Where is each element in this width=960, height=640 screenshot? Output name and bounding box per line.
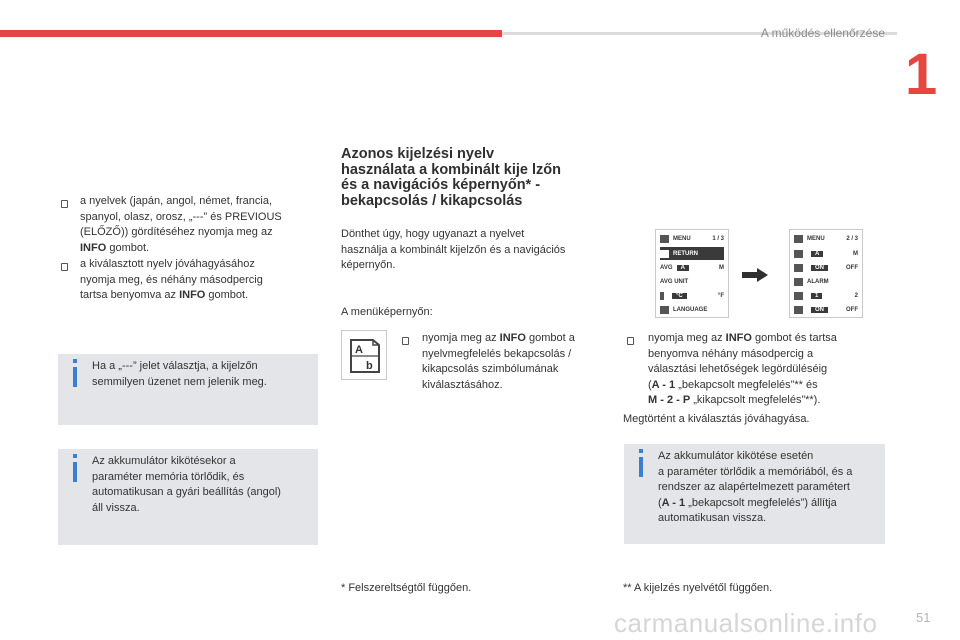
info-keyword: INFO [725,332,752,344]
row-label: AVG [660,264,673,271]
screen-page: 2 / 3 [846,235,858,242]
menu-icon [660,235,669,243]
text-span: nyomja meg az [648,332,726,344]
row-label: RETURN [673,250,698,257]
speaker-icon [794,264,803,272]
screen-page: 1 / 3 [712,235,724,242]
text-span: „bekapcsolt megfelelés”) állítja [685,496,837,509]
text-line: képernyőn. [341,259,396,271]
row-option: °F [717,292,724,299]
row-chip: °C [672,293,687,299]
screen-row-avg [660,261,724,274]
text-span: gombot. [106,241,150,254]
row-chip: ON [811,307,828,313]
arrows-icon [794,292,803,300]
left-bullet-1 [80,194,320,256]
info-keyword: INFO [499,332,526,344]
note-text [92,454,281,516]
text-line: Az akkumulátor kikötése esetén [658,450,814,462]
option-code: A - 1 [651,378,676,391]
intro-paragraph [341,227,606,274]
bullet-icon [61,263,68,271]
info-note-2 [58,449,318,545]
screen-row-avg-unit [660,275,724,288]
header-red-bar [0,30,502,37]
option-code: M - 2 - P [648,394,691,406]
text-span: tartsa benyomva az [80,289,180,301]
screen-row-unit [794,303,858,316]
left-bullet-2 [80,257,320,304]
text-line: automatikusan vissza. [658,512,767,524]
symbol-letter-a: A [355,344,363,356]
heading-line: Azonos kijelzési nyelv [341,146,495,162]
unit-icon [794,306,803,314]
screen-title: MENU [673,235,691,242]
menu-icon [794,235,803,243]
info-note-3 [624,444,885,544]
text-line: benyomva néhány másodpercig a [648,347,814,360]
text-line: a paraméter törlődik a memóriából, és a [658,465,853,478]
info-icon [639,457,643,477]
middle-bullet [422,331,612,393]
bullet-icon [61,200,68,208]
screen-row-sound [794,261,858,274]
row-option: OFF [846,306,858,313]
text-line: nyelvmegfelelés bekapcsolás / [422,347,572,360]
return-icon [660,250,669,258]
screen-row-mode [794,289,858,302]
info-icon [73,462,77,482]
note-text [658,449,852,527]
text-line: automatikusan a gyári beállítás (angol) [92,486,281,498]
text-line: (ELŐZŐ)) gördítéséhez nyomja meg az [80,226,273,238]
arrow-right-icon [742,268,768,282]
symbol-letter-b: b [366,360,373,372]
text-line: kiválasztásához. [422,378,503,391]
text-line: Az akkumulátor kikötésekor a [92,455,236,467]
alarm-icon [794,278,803,286]
language-icon [660,306,669,314]
info-note-1 [58,354,318,425]
menu-label: A menüképernyőn: [341,306,433,318]
screen-row-alarm [794,275,858,288]
text-line [422,331,612,347]
language-symbol-icon [794,250,803,258]
text-line: használja a kombinált kijelzőn és a navigációs [341,243,566,256]
text-line [648,331,888,347]
footnote-star: * Felszereltségtől függően. [341,582,472,594]
text-line [648,378,888,394]
language-symbol-icon [342,331,386,379]
heading-line: használata a kombinált kije lzőn [341,161,561,178]
text-line: Ha a „---” jelet választja, a kijelzőn [92,360,258,372]
bullet-icon [402,337,409,345]
confirm-text: Megtörtént a kiválasztás jóváhagyása. [623,413,810,425]
text-line [80,288,320,304]
info-icon-dot [73,359,77,363]
text-line: a kiválasztott nyelv jóváhagyásához [80,258,255,270]
row-option: M [853,250,858,257]
text-span: gombot és tartsa [751,332,837,344]
text-span: gombot. [205,289,249,301]
row-option: M [719,264,724,271]
menu-screen-2 [789,229,863,318]
menu-screen-1 [655,229,729,318]
text-span: nyomja meg az [422,332,500,344]
text-line: spanyol, olasz, orosz, „---” és PREVIOUS [80,210,282,223]
text-line: semmilyen üzenet nem jelenik meg. [92,375,267,388]
row-label: LANGUAGE [673,306,708,313]
footnote-double-star: ** A kijelzés nyelvétől függően. [623,582,773,594]
chapter-number: 1 [905,42,938,107]
text-span: ( [658,496,662,509]
row-chip: ON [811,265,828,271]
text-span: „kikapcsolt megfelelés”**). [690,394,821,406]
heading-line: és a navigációs képernyőn* - [341,177,541,193]
text-span: ( [648,378,652,391]
text-line: kikapcsolás szimbólumának [422,363,559,375]
row-chip: A [677,265,689,271]
info-icon-dot [73,454,77,458]
screen-title-row [794,232,858,245]
row-label: AVG UNIT [660,278,689,285]
watermark: carmanualsonline.info [614,608,878,638]
option-code: A - 1 [661,496,686,509]
note-text [92,359,267,390]
thermometer-icon [660,292,664,300]
text-line: paraméter memória törlődik, és [92,470,245,483]
running-title: A működés ellenőrzése [760,26,885,40]
screen-row-return [660,247,724,260]
info-icon-dot [639,449,643,453]
text-line [80,241,320,257]
text-span: „bekapcsolt megfelelés”** és [675,378,818,391]
text-line: választási lehetőségek legördüléséig [648,363,828,375]
text-line: a nyelvek (japán, angol, német, francia, [80,195,273,207]
text-line: nyomja meg, és néhány másodpercig [80,273,263,286]
language-match-symbol [341,330,387,380]
text-line [648,393,888,409]
info-keyword: INFO [179,289,206,301]
screen-title: MENU [807,235,825,242]
screen-row-language-match [794,247,858,260]
bullet-icon [627,337,634,345]
row-option: 2 [854,292,858,299]
section-heading [341,147,611,209]
screen-row-temp [660,289,724,302]
row-chip: 1 [811,293,822,299]
heading-line: bekapcsolás / kikapcsolás [341,192,523,209]
text-line: Dönthet úgy, hogy ugyanazt a nyelvet [341,228,525,240]
screen-title-row [660,232,724,245]
info-icon [73,367,77,387]
row-label: ALARM [807,278,829,285]
info-keyword: INFO [80,241,107,254]
page-number: 51 [916,610,931,625]
text-line: áll vissza. [92,501,140,514]
right-bullet [648,331,888,409]
text-line [658,496,852,512]
text-span: gombot a [525,332,575,344]
row-chip: A [811,251,823,257]
screen-row-language [660,303,724,316]
text-line: rendszer az alapértelmezett paramétert [658,481,850,493]
row-option: OFF [846,264,858,271]
